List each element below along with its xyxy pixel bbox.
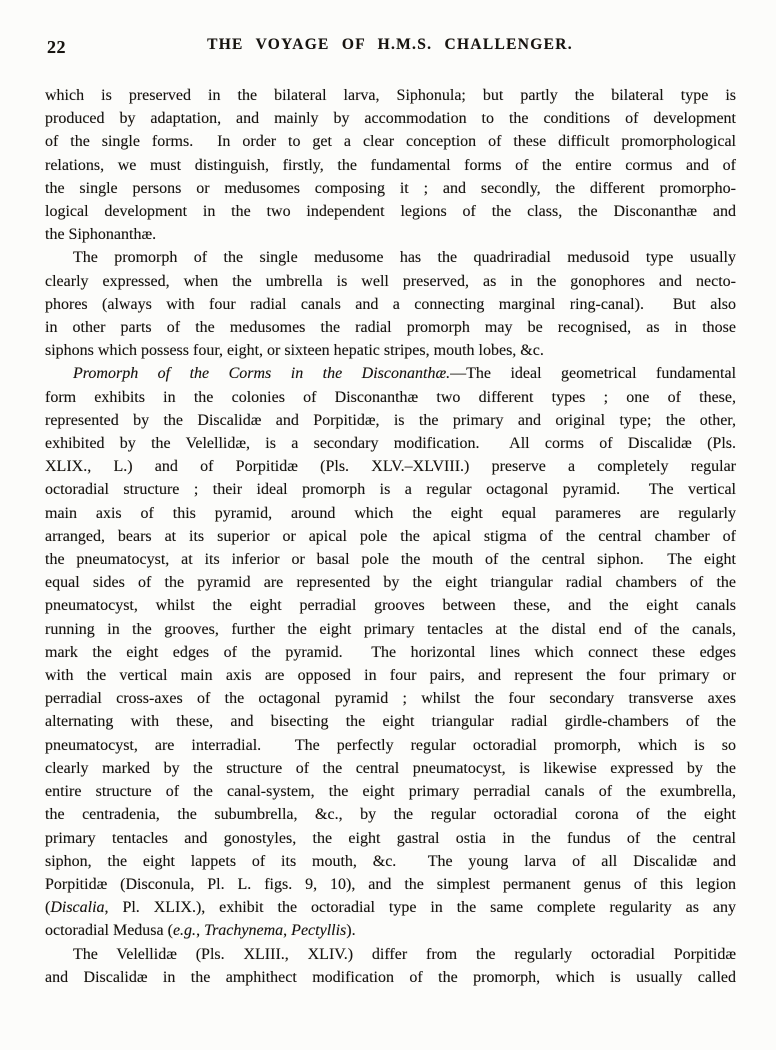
italic-run: Discalia <box>50 899 105 917</box>
text-run: XLIX., L.) and of Porpitidæ (Pls. XLV.–XLVIII.) preserve a completely regular <box>45 458 736 476</box>
paragraph <box>45 84 736 246</box>
text-run: siphon, the eight lappets of its mouth, &c. The young larva of all Discalidæ and <box>45 852 736 870</box>
paragraph <box>45 246 736 362</box>
text-line <box>45 130 736 153</box>
text-line <box>45 943 736 966</box>
paragraph <box>45 943 736 989</box>
text-run: siphons which possess four, eight, or sixteen hepatic stripes, mouth lobes, &c. <box>45 342 544 360</box>
text-run: —The ideal geometrical fundamental <box>450 365 737 383</box>
text-run: running in the grooves, further the eight primary tentacles at the distal end of the canals, <box>45 620 736 638</box>
text-run: mark the eight edges of the pyramid. The horizontal lines which connect these edges <box>45 643 736 661</box>
text-run: alternating with these, and bisecting the eight triangular radial girdle-chambers of the <box>45 713 736 731</box>
text-line <box>45 386 736 409</box>
text-run: The promorph of the single medusome has the quadriradial medusoid type usually <box>73 249 736 267</box>
text-run: entire structure of the canal-system, the eight primary perradial canals of the exumbrella, <box>45 783 736 801</box>
text-run: , <box>283 922 292 940</box>
text-run: which is preserved in the bilateral larva, Siphonula; but partly the bilateral type is <box>45 87 736 104</box>
text-run: ( <box>45 899 51 917</box>
text-line <box>45 107 736 130</box>
text-line <box>45 432 736 455</box>
italic-run: Pectyllis <box>291 922 347 940</box>
text-line <box>45 664 736 687</box>
text-line <box>45 780 736 803</box>
text-line <box>45 571 736 594</box>
text-run: represented by the Discalidæ and Porpitidæ, is the primary and original type; the other, <box>45 411 736 429</box>
text-line <box>45 618 736 641</box>
text-line <box>45 316 736 339</box>
text-line <box>45 594 736 617</box>
text-run: the Siphonanthæ. <box>45 226 157 244</box>
text-run: with the vertical main axis are opposed in four pairs, and represent the four primary or <box>45 667 736 685</box>
text-line <box>45 919 736 942</box>
text-run: the centradenia, the subumbrella, &c., by the regular octoradial corona of the eight <box>45 806 736 824</box>
page-number: 22 <box>47 37 66 57</box>
text-run: form exhibits in the colonies of Disconanthæ two different types ; one of these, <box>45 388 736 406</box>
text-run: relations, we must distinguish, firstly, the fundamental forms of the entire cormus and of <box>45 156 736 174</box>
text-run: octoradial Medusa ( <box>45 922 173 940</box>
text-line <box>45 734 736 757</box>
text-run: the pneumatocyst, at its inferior or basal pole the mouth of the central siphon. The eight <box>45 551 736 569</box>
text-run: perradial cross-axes of the octagonal pyramid ; whilst the four secondary transverse axes <box>45 690 736 708</box>
text-line <box>45 803 736 826</box>
text-line <box>45 710 736 733</box>
text-line <box>45 687 736 710</box>
text-line <box>45 223 736 246</box>
italic-run: Promorph of the Corms in the Disconanthæ. <box>73 365 451 383</box>
text-run: logical development in the two independent legions of the class, the Disconanthæ and <box>45 203 736 221</box>
running-head: THE VOYAGE OF H.M.S. CHALLENGER. <box>207 36 573 53</box>
page-body <box>45 84 736 989</box>
text-run: phores (always with four radial canals and a connecting marginal ring-canal). But also <box>45 295 736 313</box>
text-run: pneumatocyst, whilst the eight perradial grooves between these, and the eight canals <box>45 597 736 615</box>
text-run: the single persons or medusomes composing it ; and secondly, the different promorpho- <box>45 179 736 197</box>
text-run: Porpitidæ (Disconula, Pl. L. figs. 9, 10), and the simplest permanent genus of this legion <box>45 875 736 893</box>
text-line <box>45 502 736 525</box>
text-run: in other parts of the medusomes the radial promorph may be recognised, as in those <box>45 319 736 337</box>
text-run: clearly marked by the structure of the central pneumatocyst, is likewise expressed by the <box>45 759 736 777</box>
text-run: , Pl. XLIX.), exhibit the octoradial type in the same complete regularity as any <box>104 899 736 917</box>
text-run: octoradial structure ; their ideal promorph is a regular octagonal pyramid. The vertical <box>45 481 736 499</box>
text-line <box>45 362 736 385</box>
text-line <box>45 827 736 850</box>
text-line <box>45 154 736 177</box>
text-line <box>45 548 736 571</box>
text-line <box>45 850 736 873</box>
text-run: The Velellidæ (Pls. XLIII., XLIV.) differ from the regularly octoradial Porpitidæ <box>73 945 736 963</box>
text-line <box>45 896 736 919</box>
italic-run: e.g. <box>172 922 197 940</box>
text-line <box>45 966 736 989</box>
text-line <box>45 478 736 501</box>
text-line <box>45 293 736 316</box>
text-run: , <box>196 922 205 940</box>
text-run: main axis of this pyramid, around which the eight equal parameres are regularly <box>45 504 736 522</box>
text-line <box>45 409 736 432</box>
text-run: produced by adaptation, and mainly by accommodation to the conditions of development <box>45 110 736 128</box>
text-run: of the single forms. In order to get a clear conception of these difficult promorphological <box>45 133 736 151</box>
italic-run: Trachynema <box>204 922 284 940</box>
text-run: exhibited by the Velellidæ, is a secondary modification. All corms of Discalidæ (Pls. <box>45 435 736 453</box>
text-run: pneumatocyst, are interradial. The perfectly regular octoradial promorph, which is so <box>45 736 736 754</box>
text-run: ). <box>346 922 356 940</box>
text-line <box>45 455 736 478</box>
text-run: primary tentacles and gonostyles, the eight gastral ostia in the fundus of the central <box>45 829 736 847</box>
text-line <box>45 177 736 200</box>
text-run: clearly expressed, when the umbrella is well preserved, as in the gonophores and necto- <box>45 272 736 290</box>
text-run: and Discalidæ in the amphithect modification of the promorph, which is usually called <box>45 968 736 986</box>
text-run: equal sides of the pyramid are represented by the eight triangular radial chambers of the <box>45 574 736 592</box>
page-header <box>46 36 734 58</box>
text-line <box>45 246 736 269</box>
text-line <box>45 757 736 780</box>
text-line <box>45 84 736 107</box>
text-line <box>45 525 736 548</box>
text-line <box>45 641 736 664</box>
text-run: arranged, bears at its superior or apical pole the apical stigma of the central chamber of <box>45 527 736 545</box>
text-line <box>45 873 736 896</box>
text-line <box>45 339 736 362</box>
text-line <box>45 270 736 293</box>
text-line <box>45 200 736 223</box>
paragraph <box>45 362 736 942</box>
